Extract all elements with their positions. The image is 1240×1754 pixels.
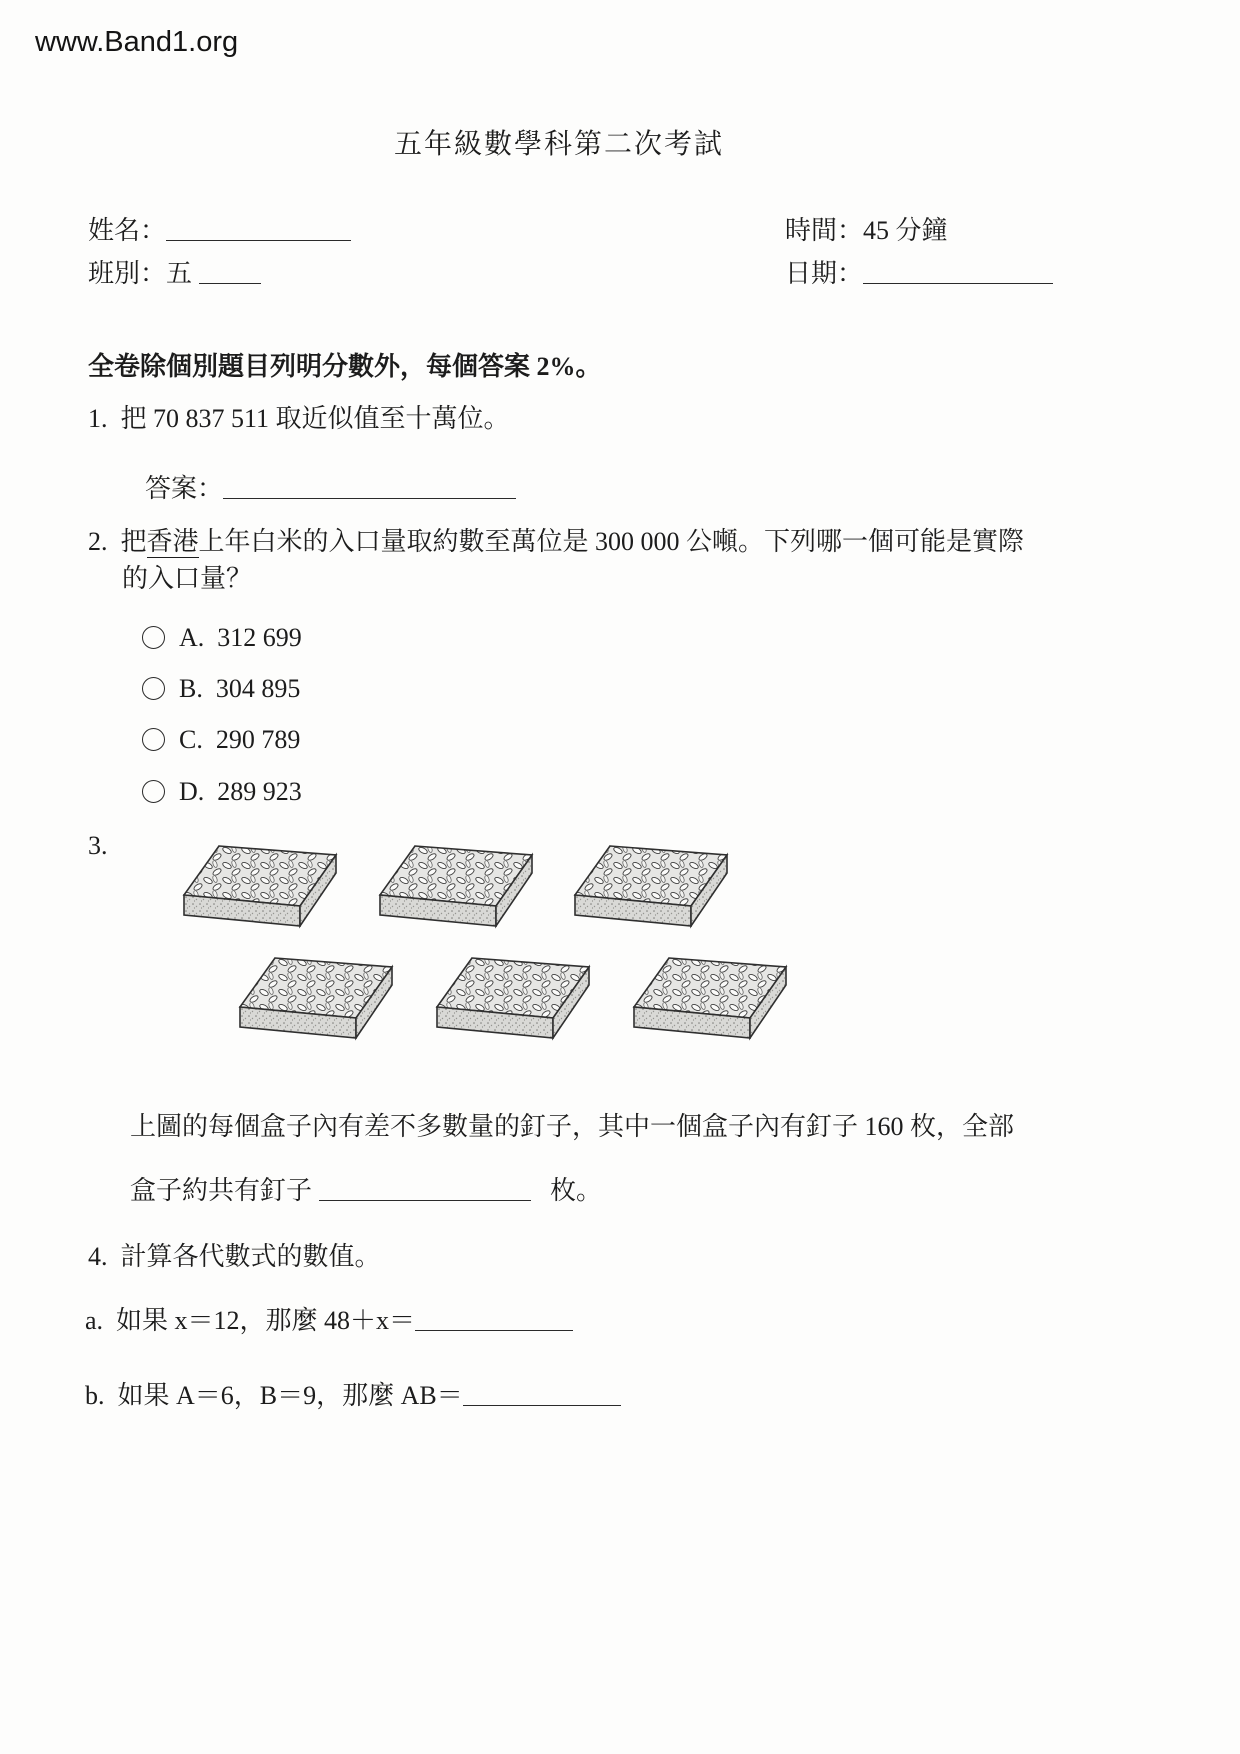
class-label: 班別：五 <box>88 259 193 288</box>
q3-text-line2 <box>130 1170 602 1207</box>
class-blank[interactable] <box>199 256 261 284</box>
question-2-line2: 的入口量？ <box>122 564 253 593</box>
q2-text-before: 把 <box>120 527 147 556</box>
option-d-radio[interactable] <box>142 780 165 803</box>
option-d-label: D. <box>179 777 205 806</box>
q4b-answer-blank[interactable] <box>463 1378 621 1406</box>
option-row-b[interactable] <box>142 674 300 704</box>
option-a-value: 312 699 <box>217 623 302 652</box>
q3-number: 3. <box>88 831 108 860</box>
option-a-radio[interactable] <box>142 626 165 649</box>
question-1 <box>88 398 510 435</box>
q4a-text: 如果 x＝12，那麼 48＋x＝ <box>116 1306 416 1335</box>
option-b-radio[interactable] <box>142 677 165 700</box>
q3-text-line2-after: 枚。 <box>550 1176 603 1205</box>
q1-answer-label: 答案： <box>145 474 224 503</box>
date-row <box>785 253 1053 290</box>
q2-number: 2. <box>88 527 108 556</box>
site-watermark: www.Band1.org <box>35 26 239 58</box>
q1-answer-row <box>145 468 516 505</box>
q1-number: 1. <box>88 404 108 433</box>
name-label: 姓名： <box>88 216 167 245</box>
q4-part-a <box>85 1300 573 1337</box>
page-title: 五年級數學科第二次考試 <box>394 129 725 160</box>
q4b-text: 如果 A＝6，B＝9，那麼 AB＝ <box>117 1381 463 1410</box>
question-2-line1 <box>88 521 1024 558</box>
q4a-answer-blank[interactable] <box>415 1303 573 1331</box>
name-blank[interactable] <box>166 213 351 241</box>
option-row-c[interactable] <box>142 725 300 755</box>
q2-underlined-word: 香港 <box>146 527 199 556</box>
q4-number: 4. <box>88 1242 108 1271</box>
option-c-radio[interactable] <box>142 728 165 751</box>
nail-boxes-illustration <box>172 838 802 1090</box>
option-row-a[interactable] <box>142 623 302 653</box>
date-label: 日期： <box>785 259 864 288</box>
option-b-label: B. <box>179 674 203 703</box>
name-row <box>88 210 351 247</box>
q1-text: 把 70 837 511 取近似值至十萬位。 <box>120 404 510 433</box>
option-d-value: 289 923 <box>217 777 302 806</box>
q4-part-b <box>85 1375 621 1412</box>
class-row <box>88 253 261 290</box>
q3-text-line1: 上圖的每個盒子內有差不多數量的釘子，其中一個盒子內有釘子 160 枚，全部 <box>130 1112 1015 1141</box>
option-b-value: 304 895 <box>215 674 301 703</box>
option-a-label: A. <box>179 623 205 652</box>
q4b-number: b. <box>85 1381 105 1410</box>
q1-answer-blank[interactable] <box>223 471 516 499</box>
option-row-d[interactable] <box>142 777 302 807</box>
q4-text: 計算各代數式的數值。 <box>120 1242 381 1271</box>
option-c-label: C. <box>179 725 203 754</box>
option-c-value: 290 789 <box>215 725 301 754</box>
question-4 <box>88 1236 381 1273</box>
q4a-number: a. <box>85 1306 104 1335</box>
date-blank[interactable] <box>863 256 1053 284</box>
time-label: 時間：45 分鐘 <box>785 216 948 245</box>
q2-text-after: 上年白米的入口量取約數至萬位是 300 000 公噸。下列哪一個可能是實際 <box>198 527 1025 556</box>
instruction-text: 全卷除個別題目列明分數外，每個答案 2%。 <box>88 352 602 381</box>
q3-text-line2-before: 盒子約共有釘子 <box>130 1176 313 1205</box>
q3-answer-blank[interactable] <box>319 1173 531 1201</box>
